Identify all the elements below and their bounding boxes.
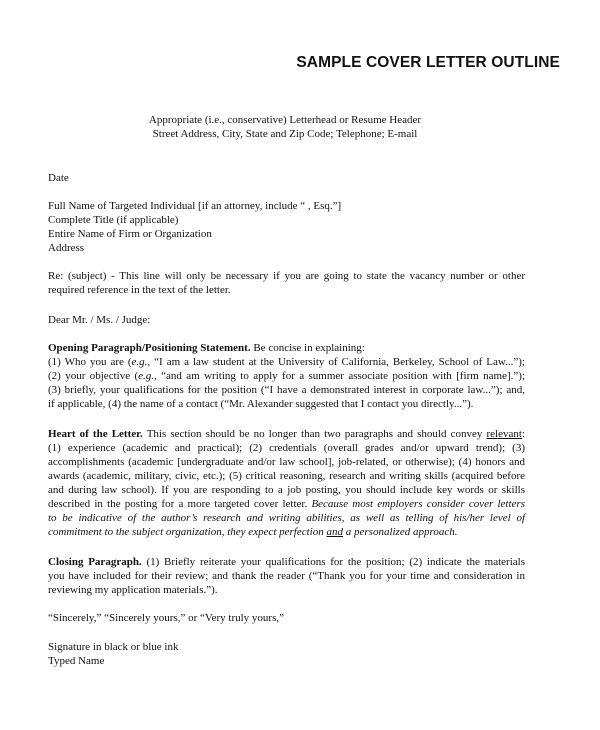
opening-l3-b: “and am writing to apply for a summer associate position with [firm name].”); (156, 370, 526, 382)
opening-line-4: (3) briefly, your qualifications for the position (“I have a demonstrated interest in corporate law...”); and, (48, 384, 525, 396)
heart-l6-i: Because most employers consider cover letters (311, 498, 525, 510)
heart-l1-rest: This section should be no longer than two paragraphs and should convey (142, 428, 487, 440)
heart-paragraph (48, 427, 525, 539)
letterhead (0, 113, 570, 141)
recipient-title-line: Complete Title (if applicable) (48, 214, 179, 226)
letterhead-line-2: Street Address, City, State and Zip Code; Telephone; E-mail (152, 128, 418, 140)
heart-line-8 (48, 525, 525, 539)
heart-l8-and: and (326, 526, 343, 538)
heart-line-2: (1) experience (academic and practical); (2) credentials (overall grades and/or upward trend); (3) (48, 442, 525, 454)
signature-block (48, 640, 525, 668)
signoff-text: “Sincerely,” “Sincerely yours,” or “Very truly yours,” (48, 612, 285, 624)
re-line-1: Re: (subject) - This line will only be necessary if you are going to state the vacancy number or other (48, 270, 525, 282)
re-line-2: required reference in the text of the letter. (48, 284, 231, 296)
signature-line: Signature in black or blue ink (48, 641, 179, 653)
salutation-text: Dear Mr. / Ms. / Judge: (48, 314, 151, 326)
date-line (48, 171, 525, 185)
heart-l8-a: commitment to the subject organization, they expect perfection (48, 526, 327, 538)
closing-l1-rest: (1) Briefly reiterate your qualifications for the position; (2) indicate the materials (141, 556, 525, 568)
recipient-name-line: Full Name of Targeted Individual [if an attorney, include “ , Esq.”] (48, 200, 342, 212)
opening-paragraph (48, 341, 525, 411)
re-paragraph (48, 269, 525, 297)
opening-line-2 (48, 355, 525, 369)
heart-line-5: and during law school). If you are responding to a job posting, you should include key words or skills (48, 484, 525, 496)
typed-name-line: Typed Name (48, 655, 105, 667)
opening-l3-a: (2) your objective ( (48, 370, 139, 382)
closing-line-2: you have included for their review; and thank the reader (“Thank you for your time and consideration in (48, 570, 525, 582)
heart-line-7 (48, 511, 525, 525)
opening-l3-eg: e.g., (138, 370, 157, 382)
opening-heading: Opening Paragraph/Positioning Statement. (48, 342, 251, 354)
closing-line-3: reviewing my application materials.”). (48, 584, 218, 596)
signoff (48, 611, 525, 625)
heart-l8-b: a personalized approach. (343, 526, 458, 538)
heart-l1-relevant: relevant (486, 428, 522, 440)
closing-paragraph (48, 555, 525, 597)
opening-line-3 (48, 369, 525, 383)
heart-heading: Heart of the Letter. (48, 428, 143, 440)
opening-line-1-rest: Be concise in explaining: (250, 342, 365, 354)
salutation (48, 313, 525, 327)
opening-l2-eg: e.g., (131, 356, 151, 368)
closing-heading: Closing Paragraph. (48, 556, 142, 568)
date-text: Date (48, 172, 69, 184)
recipient-address-line: Address (48, 242, 85, 254)
opening-l2-b: “I am a law student at the University of California, Berkeley, School of Law...”); (150, 356, 525, 368)
recipient-firm-line: Entire Name of Firm or Organization (48, 228, 212, 240)
closing-line-1 (48, 555, 525, 569)
heart-line-6 (48, 497, 525, 511)
heart-line-3: accomplishments (academic [undergraduate and/or law school], job-related, or otherwise); (4) honors and (48, 456, 525, 468)
heart-l1-end: : (521, 428, 525, 440)
opening-line-1 (48, 341, 525, 355)
opening-line-5: if applicable, (4) the name of a contact (“Mr. Alexander suggested that I contact you directly...”). (48, 398, 474, 410)
letterhead-line-1: Appropriate (i.e., conservative) Letterhead or Resume Header (148, 114, 422, 126)
document-title: SAMPLE COVER LETTER OUTLINE (296, 54, 560, 71)
recipient-block (48, 199, 525, 255)
heart-l7-text: to be indicative of the author’s research and writing abilities, as well as telling of his/her level of (48, 512, 525, 524)
heart-line-4: awards (academic, military, civic, etc.); (5) critical reasoning, research and writing skills (acquired before (48, 470, 525, 482)
heart-line-1 (48, 427, 525, 441)
opening-l2-a: (1) Who you are ( (48, 356, 132, 368)
heart-l6-a: described in the posting for a more targeted cover letter. (48, 498, 312, 510)
